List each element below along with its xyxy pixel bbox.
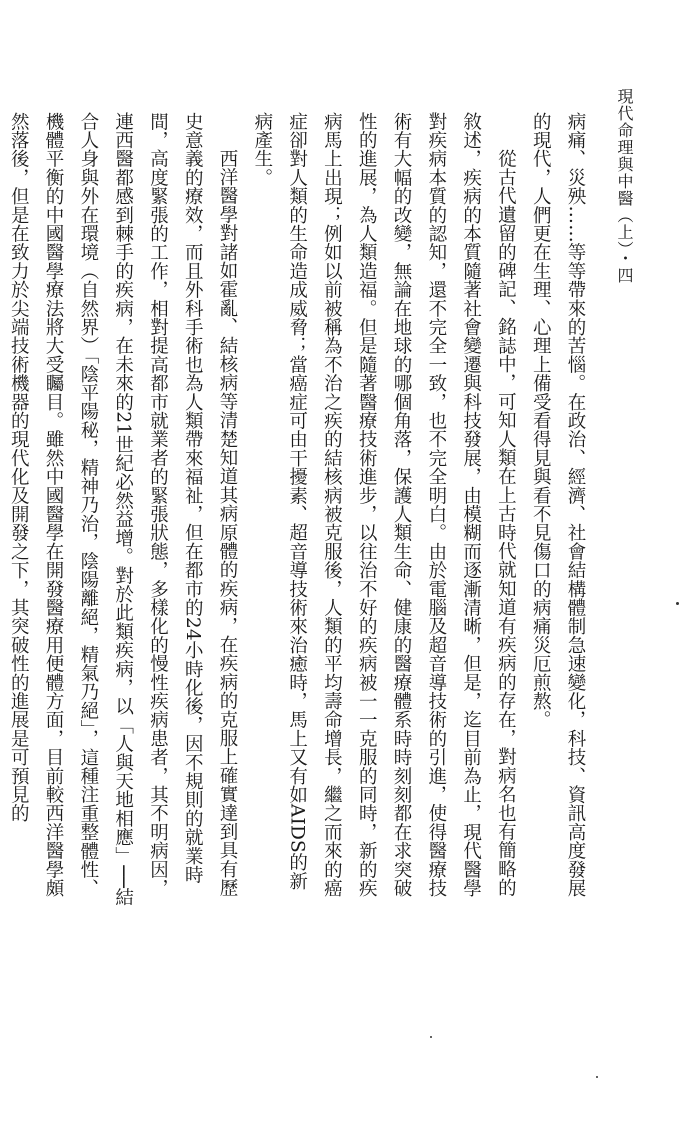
text-column: 對疾病本質的認知，還不完全一致，也不完全明白。由於電腦及超音導技術的引進，使得醫療技 (425, 112, 447, 898)
scan-speck (596, 1076, 598, 1078)
text-column: 史意義的療效，而且外科手術也為人類帶來福祉，但在都市的24小時化後，因不規則的就業時 (182, 112, 204, 884)
text-column: 敘述，疾病的本質隨著社會變遷與科技發展，由模糊而逐漸清晰，但是，迄目前為止，現代醫學 (460, 112, 482, 898)
vertical-text-body (0, 112, 592, 992)
scan-speck (430, 1036, 432, 1038)
text-column: 間，高度緊張的工作，相對提高都市就業者的緊張狀態，多樣化的慢性疾病患者，其不明病因， (147, 112, 169, 898)
text-column: 從古代遺留的碑記、銘誌中，可知人類在上古時代就知道有疾病的存在，對病名也有簡略的 (495, 149, 517, 897)
text-column: 合人身與外在環境（自然界）「陰平陽秘，精神乃治，陰陽離絕，精氣乃絕」，這種注重整體性、 (77, 112, 99, 898)
scan-speck (676, 602, 679, 605)
text-column: 然落後，但是在致力於尖端技術機器的現代化及開發之下，其突破性的進展是可預見的 (8, 112, 30, 823)
text-column: 連西醫都感到棘手的疾病，在未來的21世紀必然益增。對於此類疾病，以「人與天地相應」──結 (112, 112, 134, 907)
text-column: 症卻對人類的生命造成威脅；當癌症可由干擾素、超音導技術來治癒時，馬上又有如AIDS的新 (286, 112, 308, 891)
text-column: 病痛、災殃……等等帶來的苦惱。在政治、經濟、社會結構體制急速變化，科技、資訊高度發展 (565, 112, 586, 898)
running-header: 現代命理與中醫（上）・四 (615, 88, 634, 284)
text-column: 病產生。 (251, 112, 273, 187)
text-column: 性的進展，為人類造福。但是隨著醫療技術進步，以往治不好的疾病被一一克服的同時，新的疾 (356, 112, 378, 898)
text-column: 術有大幅的改變，無論在地球的哪個角落，保護人類生命、健康的醫療體系時時刻刻都在求突破 (391, 112, 413, 898)
text-column: 機體平衡的中國醫學療法將大受矚目。雖然中國醫學在開發醫療用便體方面，目前較西洋醫學頗 (43, 112, 65, 898)
text-column: 病馬上出現；例如以前被稱為不治之疾的結核病被克服後，人類的平均壽命增長，繼之而來的癌 (321, 112, 343, 898)
text-column: 西洋醫學對諸如霍亂、結核病等清楚知道其病原體的疾病，在疾病的克服上確實達到具有歷 (217, 149, 239, 897)
text-column: 的現代，人們更在生理、心理上備受看得見與看不見傷口的病痛災厄煎熬。 (530, 112, 552, 730)
